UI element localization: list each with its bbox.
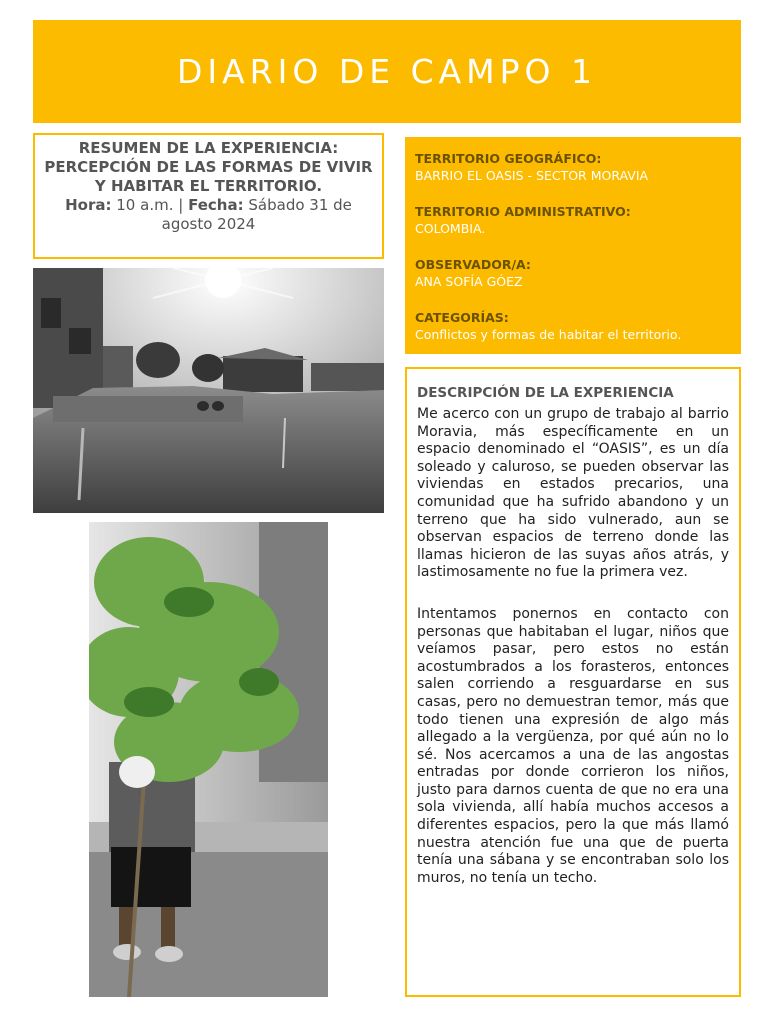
- info-panel: [405, 137, 741, 354]
- info-territorio-administrativo: [415, 203, 731, 237]
- summary-time-date: [41, 196, 376, 234]
- page-title: DIARIO DE CAMPO 1: [176, 52, 598, 91]
- hora-value: 10 a.m.: [116, 196, 174, 214]
- child-behind-tree-photo: [89, 522, 328, 997]
- info-value: BARRIO EL OASIS - SECTOR MORAVIA: [415, 168, 649, 183]
- info-label: TERRITORIO GEOGRÁFICO:: [415, 151, 602, 166]
- info-label: CATEGORÍAS:: [415, 310, 509, 325]
- description-box: [405, 367, 741, 997]
- info-territorio-geografico: [415, 150, 731, 184]
- summary-title: RESUMEN DE LA EXPERIENCIA: PERCEPCIÓN DE LAS FORMAS DE VIVIR Y HABITAR EL TERRITORIO.: [44, 139, 373, 195]
- info-label: OBSERVADOR/A:: [415, 257, 531, 272]
- description-paragraph-1: Me acerco con un grupo de trabajo al barrio Moravia, más específicamente en un espacio denominado el “OASIS”, es un día soleado y caluroso, se pueden observar las viviendas en estados precarios, una comunidad que ha sufrido abandono y un terreno que ha sido vulnerado, aun se observan espacios de terreno donde las llamas hicieron de las suyas años atrás, y lastimosamente no fue la primera vez.: [417, 406, 729, 581]
- info-value: ANA SOFÍA GÓEZ: [415, 274, 523, 289]
- info-value: Conflictos y formas de habitar el territorio.: [415, 327, 682, 342]
- separator: |: [178, 196, 184, 214]
- description-paragraph-2: Intentamos ponernos en contacto con personas que habitaban el lugar, niños que veíamos pasar, pero estos no están acostumbrados a los forasteros, entonces salen corriendo a resguardarse en sus casas, pero no demuestran temor, más que todo tienen una expresión de algo más allegado a la vergüenza, por qué aún no lo sé. Nos acercamos a una de las angostas entradas por donde corrieron los niños, justo para darnos cuenta de que no era una sola vivienda, allí había muchos accesos a diferentes espacios, pero la que más llamó nuestra atención fue una que de puerta tenía una sábana y se encontraban solo los muros, no tenía un techo.: [417, 605, 729, 886]
- info-value: COLOMBIA.: [415, 221, 486, 236]
- fecha-label: Fecha:: [188, 196, 244, 214]
- info-label: TERRITORIO ADMINISTRATIVO:: [415, 204, 631, 219]
- summary-box: [33, 133, 384, 259]
- hora-label: Hora:: [65, 196, 112, 214]
- info-observador: [415, 256, 731, 290]
- description-heading: DESCRIPCIÓN DE LA EXPERIENCIA: [417, 385, 674, 401]
- title-banner: [33, 20, 741, 123]
- fecha-value: Sábado 31 de agosto 2024: [161, 196, 352, 233]
- info-categorias: [415, 309, 731, 343]
- neighborhood-photo: [33, 268, 384, 513]
